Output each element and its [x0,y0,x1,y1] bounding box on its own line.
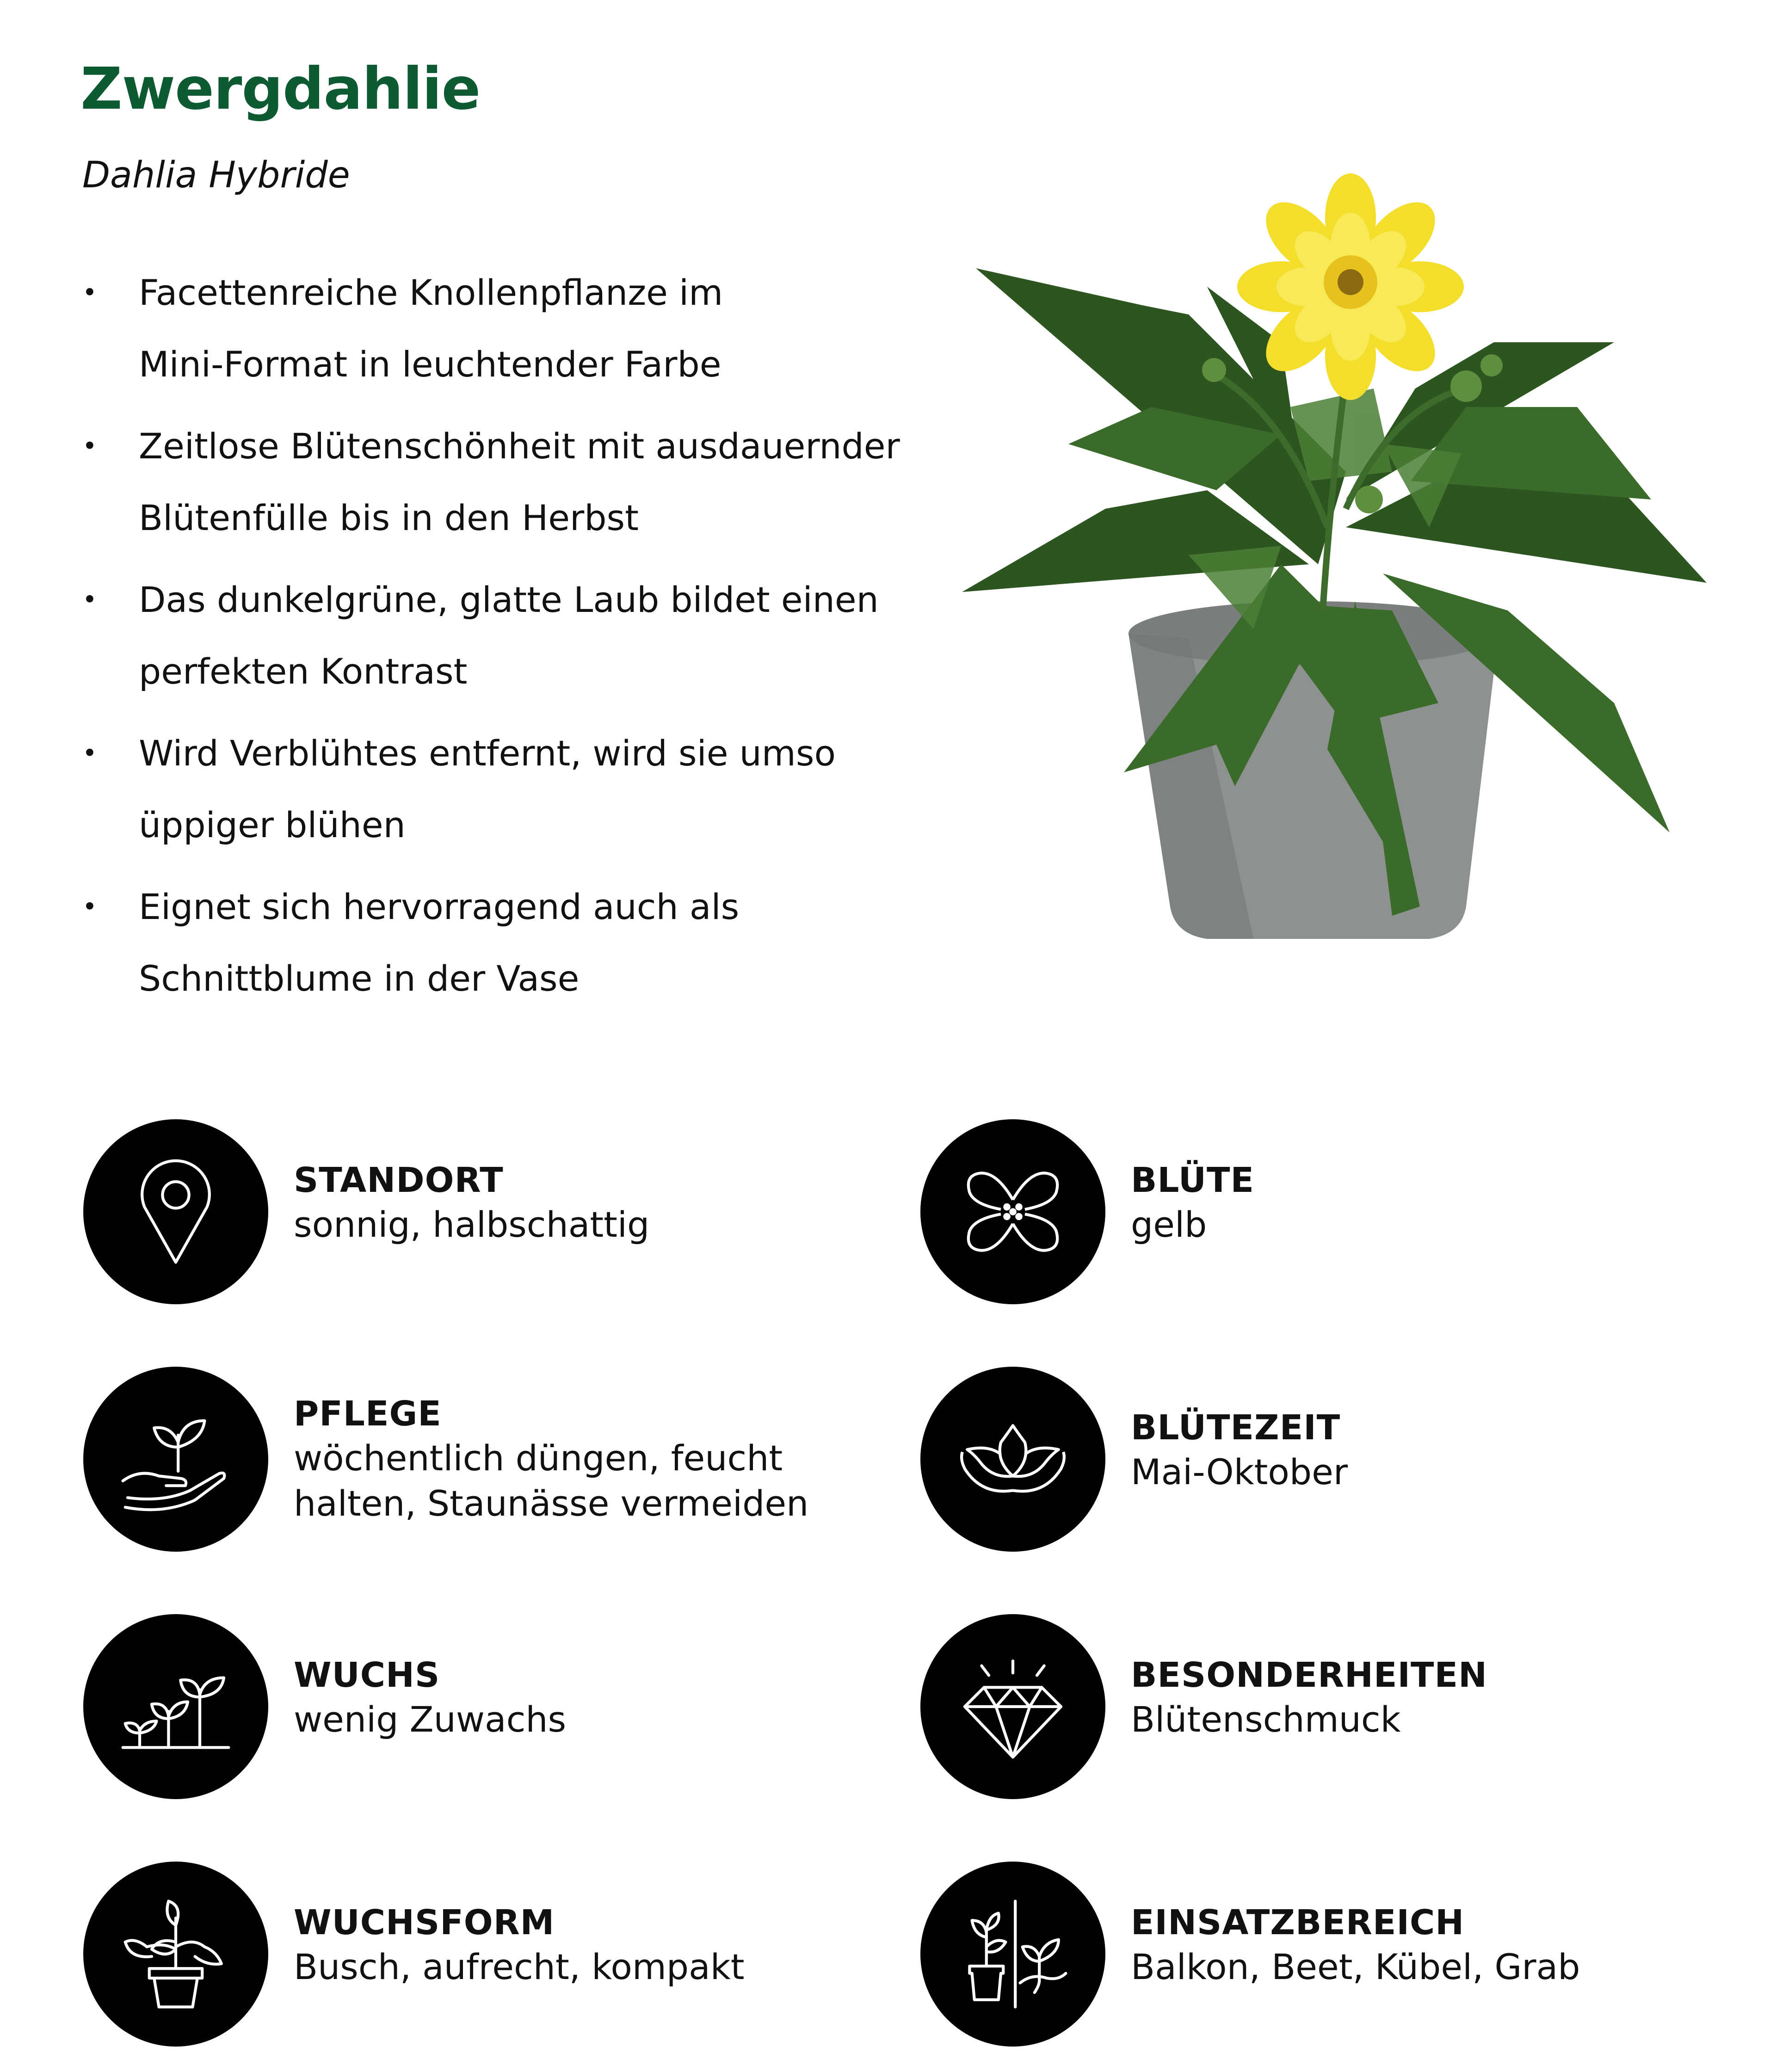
feature-line: Facettenreiche Knollenpflanze im [139,272,723,313]
feature-item [79,717,957,861]
info-standort [83,1119,870,1304]
info-label: WUCHS [294,1655,440,1695]
info-value: sonnig, halbschattig [294,1204,650,1245]
info-label: PFLEGE [294,1394,442,1434]
info-label: BLÜTE [1131,1160,1255,1200]
yellow-flower [1237,173,1464,400]
info-label: BESONDERHEITEN [1131,1655,1488,1695]
page-title: Zwergdahlie [80,56,481,123]
bullet-dot: • [82,278,97,307]
info-value: gelb [1131,1204,1207,1245]
feature-item [79,564,957,707]
feature-line: üppiger blühen [139,804,406,845]
botanical-name: Dahlia Hybride [82,154,350,196]
feature-list [79,257,957,1024]
info-value: Balkon, Beet, Kübel, Grab [1131,1946,1580,1987]
feature-line: Blütenfülle bis in den Herbst [139,497,639,538]
feature-line: Schnittblume in der Vase [139,958,580,999]
flower-icon [920,1119,1105,1304]
feature-line: Eignet sich hervorragend auch als [139,886,740,927]
info-pflege [83,1367,870,1552]
info-wuchsform [83,1862,870,2047]
info-value: Blütenschmuck [1131,1699,1401,1740]
lotus-icon [920,1367,1105,1552]
feature-line: Mini-Format in leuchtender Farbe [139,344,722,385]
location-pin-icon [83,1119,268,1304]
plant-photo [930,148,1753,980]
info-besonderheiten [920,1614,1707,1799]
growth-seedlings-icon [83,1614,268,1799]
potted-plant-icon [83,1862,268,2047]
info-value: halten, Staunässe vermeiden [294,1483,809,1524]
info-value: wöchentlich düngen, feucht [294,1437,783,1479]
bullet-dot: • [82,739,97,768]
info-value: wenig Zuwachs [294,1699,567,1740]
info-label: STANDORT [294,1160,504,1200]
feature-item [79,410,957,554]
info-value: Mai-Oktober [1131,1451,1348,1492]
bullet-dot: • [82,892,97,921]
feature-line: Wird Verblühtes entfernt, wird sie umso [139,733,836,774]
info-einsatzbereich [920,1862,1707,2047]
info-wuchs [83,1614,870,1799]
feature-line: Das dunkelgrüne, glatte Laub bildet einen [139,579,879,620]
info-bluetezeit [920,1367,1707,1552]
bullet-dot: • [82,585,97,614]
info-bluete [920,1119,1707,1304]
feature-item [79,871,957,1014]
info-label: WUCHSFORM [294,1903,555,1942]
feature-line: Zeitlose Blütenschönheit mit ausdauernder [139,426,900,467]
pot-and-ground-icon [920,1862,1105,2047]
feature-line: perfekten Kontrast [139,651,468,692]
info-label: EINSATZBEREICH [1131,1903,1465,1942]
bullet-dot: • [82,432,97,461]
info-label: BLÜTEZEIT [1131,1408,1341,1448]
hand-seedling-icon [83,1367,268,1552]
info-value: Busch, aufrecht, kompakt [294,1946,745,1987]
diamond-icon [920,1614,1105,1799]
feature-item [79,257,957,400]
